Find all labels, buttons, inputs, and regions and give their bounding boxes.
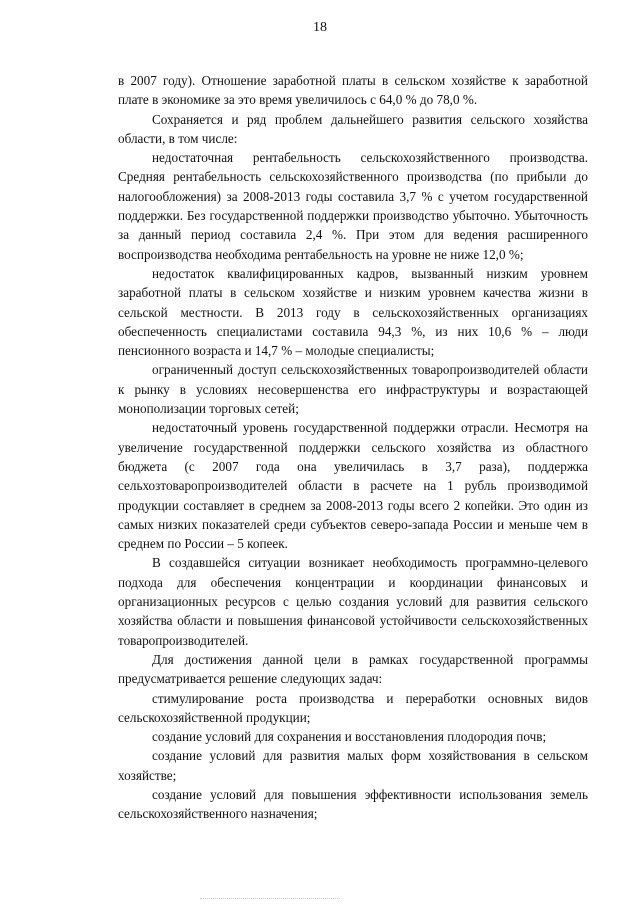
paragraph-state-support: недостаточный уровень государственной поддержки отрасли. Несмотря на увеличение государственной поддержки сельского хозяйства из областного бюджета (с 2007 года она увеличилась в 3,7 раза), поддержка сельхозтоваропроизводителей области в расчете на 1 рубль производимой продукции составляет в среднем за 2008-2013 годы всего 2 копейки. Это один из самых низких показателей среди субъектов северо-запада России и меньше чем в среднем по России – 5 копеек. (118, 420, 588, 552)
paragraph-wage-ratio: в 2007 году). Отношение заработной платы в сельском хозяйстве к заработной плате в экономике за это время увеличилось с 64,0 % до 78,0 %. (118, 73, 588, 108)
paragraph-task-land-use: создание условий для повышения эффективности использования земель сельскохозяйственного назначения; (118, 786, 588, 822)
paragraph-problems-intro: Сохраняется и ряд проблем дальнейшего развития сельского хозяйства области, в том числе: (118, 111, 588, 146)
page-number: 18 (313, 20, 327, 35)
paragraph-profitability: недостаточная рентабельность сельскохозяйственного производства. Средняя рентабельность сельскохозяйственного производства (по прибыли до налогообложения) за 2008-2013 годы составила 3,7 % с учетом государственной поддержки. Без государственной поддержки производство убыточно. Убыточность за данный период составила 2,4 %. При этом для ведения расширенного воспроизводства необходима рентабельность на уровне не ниже 12,0 %; (118, 150, 588, 262)
scan-artifact (200, 898, 340, 901)
document-body (118, 71, 588, 824)
paragraph-personnel: недостаток квалифицированных кадров, вызванный низким уровнем заработной платы в сельском хозяйстве и низким уровнем качества жизни в сельской местности. В 2013 году в сельскохозяйственных организациях обеспеченность специалистами составила 94,3 %, из них 10,6 % – люди пенсионного возраста и 14,7 % – молодые специалисты; (118, 265, 588, 359)
paragraph-task-soil: создание условий для сохранения и восстановления плодородия почв; (152, 729, 547, 745)
paragraph-market-access: ограниченный доступ сельскохозяйственных товаропроизводителей области к рынку в условиях несовершенства его инфраструктуры и возрастающей монополизации торговых сетей; (118, 362, 588, 417)
paragraph-tasks-intro: Для достижения данной цели в рамках государственной программы предусматривается решение следующих задач: (118, 651, 588, 687)
paragraph-task-production: стимулирование роста производства и переработки основных видов сельскохозяйственной продукции; (118, 690, 588, 725)
paragraph-program-approach: В создавшейся ситуации возникает необходимость программно-целевого подхода для обеспечения концентрации и координации финансовых и организационных ресурсов с целью создания условий для развития сельского хозяйства области и повышения финансовой устойчивости сельскохозяйственных товаропроизводителей. (118, 555, 588, 648)
paragraph-task-small-farms: создание условий для развития малых форм хозяйствования в сельском хозяйстве; (118, 748, 588, 783)
